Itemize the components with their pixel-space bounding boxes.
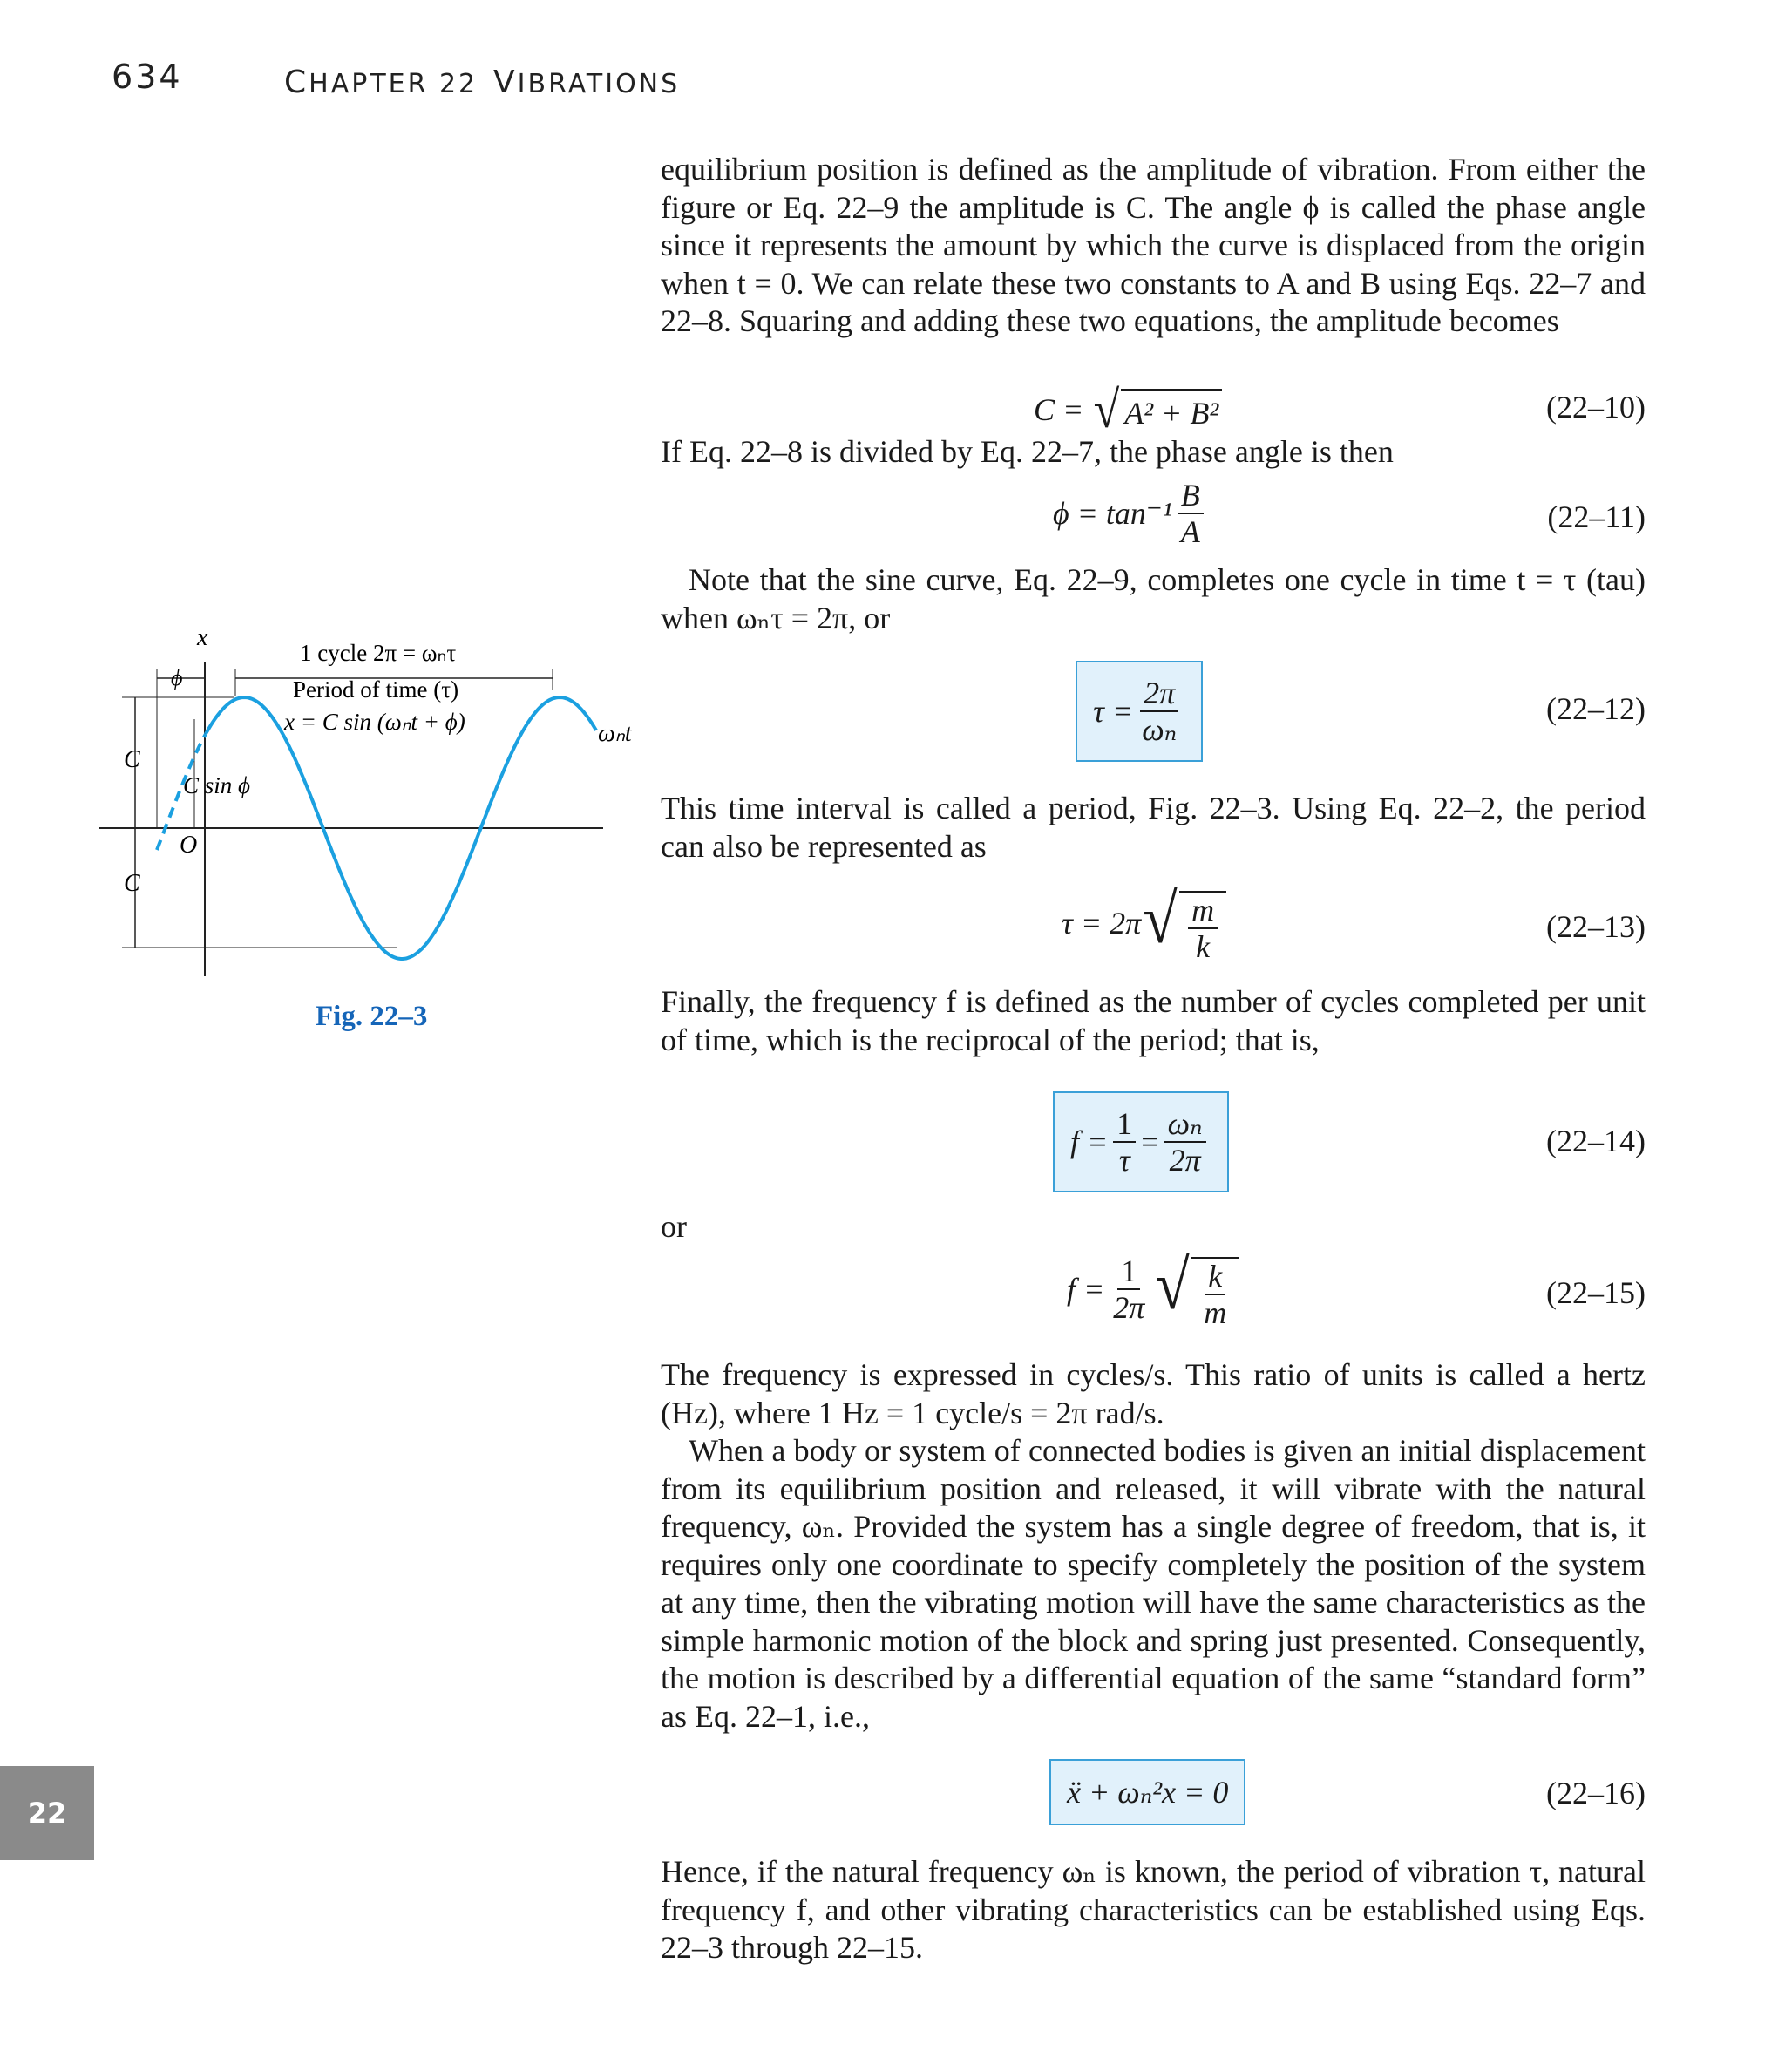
eq12-number: (22–12) bbox=[1546, 691, 1646, 726]
paragraph-conclusion: Hence, if the natural frequency ωₙ is known, the period of vibration τ, natural frequency f, and other vibrating characteristics can be established using Eqs. 22–3 through 22–15. bbox=[661, 1854, 1646, 1965]
equation-22-13 bbox=[661, 882, 1646, 969]
eq15-denominator: 2π bbox=[1113, 1290, 1145, 1325]
eq12-lhs: τ = bbox=[1093, 694, 1134, 729]
eq11-denominator: A bbox=[1180, 514, 1200, 549]
eq14-frac1-denominator: τ bbox=[1118, 1143, 1130, 1178]
equation-22-10 bbox=[661, 381, 1646, 438]
paragraph-hertz: The frequency is expressed in cycles/s. This ratio of units is called a hertz (Hz), where 1 Hz = 1 cycle/s = 2π rad/s. bbox=[661, 1357, 1646, 1430]
eq13-lhs: τ = 2π bbox=[1062, 906, 1142, 941]
eq14-frac2-denominator: 2π bbox=[1169, 1143, 1201, 1178]
eq15-sqrt: √ $\frac{k}{m}$ bbox=[1153, 1248, 1239, 1330]
eq15-number: (22–15) bbox=[1546, 1275, 1646, 1310]
eq14-frac1-numerator: 1 bbox=[1113, 1106, 1136, 1143]
chapter-thumb-tab: 22 bbox=[0, 1766, 94, 1860]
eq15-sqrt-numerator: k bbox=[1205, 1259, 1225, 1295]
eq14-number: (22–14) bbox=[1546, 1124, 1646, 1158]
eq10-sqrt: √ A² + B² bbox=[1092, 384, 1222, 436]
c-sin-phi-label: C sin ϕ bbox=[183, 772, 250, 798]
eq11-body bbox=[1053, 478, 1209, 549]
phi-label: ϕ bbox=[171, 665, 183, 690]
eq16-box bbox=[1049, 1759, 1245, 1825]
figure-22-3 bbox=[87, 610, 632, 981]
paragraph-amplitude: equilibrium position is defined as the amplitude of vibration. From either the figure or Eq. 22–9 the amplitude is C. The angle ϕ is called the phase angle since it represents the amount by which the curve is displaced from the origin when t = 0. We can relate these two constants to A and B using Eqs. 22–7 and 22–8. Squaring and adding these two equations, the amplitude becomes bbox=[661, 152, 1646, 338]
eq15-body bbox=[1067, 1248, 1239, 1330]
x-axis-label: x bbox=[197, 624, 208, 651]
eq15-lhs: f = bbox=[1067, 1272, 1105, 1307]
eq14-frac2-numerator: ωₙ bbox=[1164, 1106, 1206, 1143]
paragraph-or: or bbox=[661, 1209, 687, 1244]
paragraph-frequency: Finally, the frequency f is defined as the number of cycles completed per unit of time, which is the reciprocal of the period; that is, bbox=[661, 984, 1646, 1057]
section-label: VIBRATIONS bbox=[493, 65, 681, 100]
origin-label: O bbox=[180, 832, 198, 859]
eq10-number: (22–10) bbox=[1546, 390, 1646, 425]
sine-wave-diagram bbox=[87, 610, 632, 976]
eq10-lhs: C = bbox=[1034, 392, 1084, 427]
eq10-body bbox=[1034, 381, 1222, 438]
paragraph-natural-frequency: When a body or system of connected bodies is given an initial displacement from its equilibrium position and released, it will vibrate with the natural frequency, ωₙ. Provided the system has a single degree of freedom, that is, it requires only one coordinate to specify completely the position of the system at any time, then the vibrating motion will have the same characteristics as the simple harmonic motion of the block and spring just presented. Consequently, the motion is described by a differential equation of the same “standard form” as Eq. 22–1, i.e., bbox=[661, 1433, 1646, 1734]
eq11-lhs: ϕ = tan⁻¹ bbox=[1053, 496, 1172, 531]
eq15-sqrt-denominator: m bbox=[1204, 1295, 1227, 1330]
c-upper-label: C bbox=[124, 746, 140, 773]
eq12-denominator: ωₙ bbox=[1142, 712, 1178, 747]
equation-label: x = C sin (ωₙt + ϕ) bbox=[284, 709, 465, 735]
eq10-radicand: A² + B² bbox=[1124, 396, 1219, 431]
eq13-sqrt: √ $\frac{m}{k}$ bbox=[1141, 882, 1226, 964]
eq14-equals: = bbox=[1141, 1124, 1159, 1159]
cycle-label: 1 cycle 2π = ωₙτ bbox=[300, 640, 457, 666]
eq13-body bbox=[1062, 882, 1226, 964]
period-label: Period of time (τ) bbox=[293, 676, 459, 703]
page-number: 634 bbox=[112, 58, 183, 96]
eq16-number: (22–16) bbox=[1546, 1776, 1646, 1810]
figure-caption: Fig. 22–3 bbox=[316, 1001, 428, 1032]
equation-22-12 bbox=[661, 661, 1646, 765]
equation-22-15 bbox=[661, 1248, 1646, 1335]
eq14-lhs: f = bbox=[1070, 1124, 1109, 1159]
eq11-numerator: B bbox=[1178, 478, 1204, 514]
eq16-body: ẍ + ωₙ²x = 0 bbox=[1067, 1775, 1229, 1810]
eq14-box bbox=[1053, 1091, 1229, 1192]
eq13-number: (22–13) bbox=[1546, 909, 1646, 944]
c-lower-label: C bbox=[124, 870, 140, 897]
eq12-box bbox=[1076, 661, 1203, 762]
eq11-number: (22–11) bbox=[1547, 499, 1646, 534]
eq12-numerator: 2π bbox=[1140, 676, 1178, 712]
equation-22-11 bbox=[661, 478, 1646, 556]
paragraph-cycle: Note that the sine curve, Eq. 22–9, completes one cycle in time t = τ (tau) when ωₙτ = 2π, or bbox=[661, 562, 1646, 635]
chapter-label: CHAPTER 22 bbox=[284, 65, 478, 100]
eq15-numerator: 1 bbox=[1117, 1253, 1140, 1290]
paragraph-period: This time interval is called a period, Fig. 22–3. Using Eq. 22–2, the period can also be represented as bbox=[661, 791, 1646, 864]
equation-22-16 bbox=[661, 1759, 1646, 1838]
eq13-numerator: m bbox=[1188, 893, 1218, 929]
paragraph-phase-angle: If Eq. 22–8 is divided by Eq. 22–7, the phase angle is then bbox=[661, 434, 1394, 469]
equation-22-14 bbox=[661, 1091, 1646, 1196]
eq13-denominator: k bbox=[1196, 929, 1211, 964]
wnt-label: ωₙt bbox=[598, 720, 632, 747]
